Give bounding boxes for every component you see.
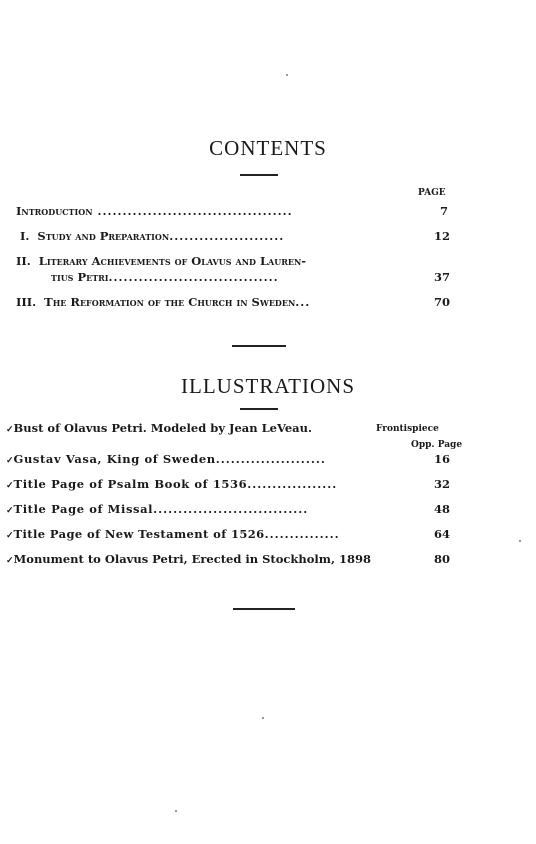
- toc-entry-num: I.: [20, 229, 30, 243]
- toc-dots: ...............: [264, 527, 340, 541]
- illustration-page-number: 32: [434, 477, 451, 491]
- toc-entry-literary: [16, 254, 306, 268]
- illustration-page-number: 16: [434, 452, 451, 466]
- toc-page-number: 12: [434, 229, 451, 243]
- toc-dots: ......................: [215, 452, 326, 466]
- toc-page-number: 70: [434, 295, 451, 309]
- contents-title: CONTENTS: [209, 136, 327, 160]
- toc-entry-study: [20, 229, 284, 243]
- illustration-entry-testament: [6, 527, 340, 541]
- toc-page-number: 7: [440, 204, 449, 218]
- toc-dots: ...............................: [153, 502, 309, 516]
- illustration-text: Title Page of Psalm Book of 1536: [13, 477, 248, 491]
- illustrations-title: ILLUSTRATIONS: [181, 374, 355, 398]
- illustration-entry-gustav: [6, 452, 326, 466]
- illustration-text: Gustav Vasa, King of Sweden: [13, 452, 216, 466]
- check-mark-icon: ✓: [6, 556, 14, 566]
- toc-dots: .......................................: [92, 204, 293, 218]
- toc-entry-num: III.: [16, 295, 37, 309]
- section-divider: [232, 345, 286, 347]
- toc-entry-text: Literary Achievements of Olavus and Lauren-: [38, 254, 307, 268]
- illustration-text: Bust of Olavus Petri. Modeled by Jean LeVeau.: [13, 421, 312, 435]
- toc-dots: ..................................: [108, 270, 279, 284]
- frontispiece-label: Frontispiece: [376, 424, 439, 434]
- toc-entry-literary-cont: [51, 270, 279, 284]
- check-mark-icon: ✓: [6, 425, 14, 435]
- illustration-text: Title Page of New Testament of 1526: [13, 527, 265, 541]
- illustration-page-number: 80: [434, 552, 451, 566]
- illustration-page-number: 48: [434, 502, 451, 516]
- toc-entry-reformation: [16, 295, 310, 309]
- toc-dots: .......................: [169, 229, 285, 243]
- toc-dots: ...: [295, 295, 311, 309]
- toc-entry-text: The Reformation of the Church in Sweden: [44, 295, 296, 309]
- toc-entry-text: tius Petri: [51, 270, 109, 284]
- toc-entry-text: Study and Preparation: [37, 229, 170, 243]
- illustration-page-number: 64: [434, 527, 451, 541]
- illustration-entry-monument: [6, 552, 371, 566]
- toc-entry-introduction: [16, 204, 293, 218]
- contents-rule: [240, 174, 278, 176]
- illustration-entry-bust: [6, 421, 312, 435]
- paper-speck: [262, 717, 264, 719]
- illustration-text: Monument to Olavus Petri, Erected in Stockholm, 1898: [13, 552, 371, 566]
- toc-page-number: 37: [434, 270, 451, 284]
- check-mark-icon: ✓: [6, 481, 14, 491]
- opp-page-label: Opp. Page: [411, 440, 463, 450]
- check-mark-icon: ✓: [6, 506, 14, 516]
- toc-entry-num: II.: [16, 254, 31, 268]
- illustration-entry-psalm: [6, 477, 337, 491]
- toc-entry-text: Introduction: [16, 204, 93, 218]
- illustration-entry-missal: [6, 502, 308, 516]
- check-mark-icon: ✓: [6, 531, 14, 541]
- paper-speck: [286, 74, 288, 76]
- illustration-text: Title Page of Missal: [13, 502, 154, 516]
- check-mark-icon: ✓: [6, 456, 14, 466]
- paper-speck: [519, 540, 521, 542]
- toc-dots: ..................: [247, 477, 338, 491]
- illustrations-rule: [240, 408, 278, 410]
- page-column-header: PAGE: [418, 188, 446, 198]
- end-rule: [233, 608, 295, 610]
- paper-speck: [175, 810, 177, 812]
